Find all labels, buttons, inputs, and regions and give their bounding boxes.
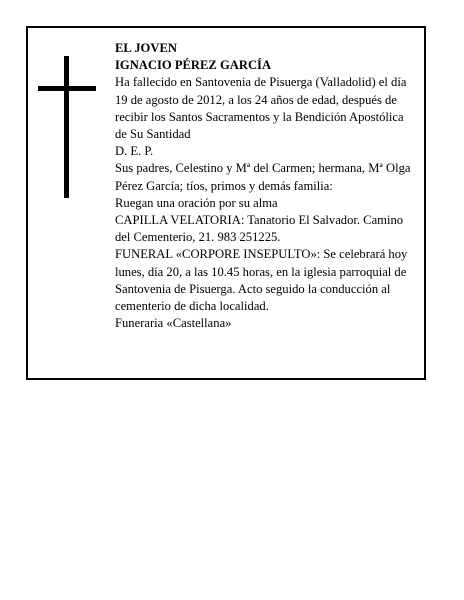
deceased-name: IGNACIO PÉREZ GARCÍA — [115, 58, 272, 73]
death-statement: Ha fallecido en Santovenia de Pisuerga (Valladolid) el día 19 de agosto de 2012, a los 24 años de edad, después de recibir los Santos Sacramentos y la Bendición Apostólica de Su Santidad — [115, 75, 407, 142]
chapel-info: CAPILLA VELATORIA: Tanatorio El Salvador. Camino del Cementerio, 21. 983 251225. — [115, 213, 404, 245]
cross-vertical-bar — [64, 56, 69, 198]
family-line: Sus padres, Celestino y Mª del Carmen; hermana, Mª Olga Pérez García; tíos, primos y demás familia: — [115, 161, 411, 193]
obituary-heading: EL JOVEN — [115, 41, 177, 55]
dep-line: D. E. P. — [115, 144, 154, 159]
latin-cross-icon — [38, 56, 98, 198]
obituary-notice — [26, 26, 426, 380]
obituary-text — [115, 40, 417, 332]
funeral-info: FUNERAL «CORPORE INSEPULTO»: Se celebrará hoy lunes, día 20, a las 10.45 horas, en la iglesia parroquial de Santovenia de Pisuerga. Acto seguido la conducción al cementerio de dicha localidad. — [115, 247, 408, 314]
funeral-home: Funeraria «Castellana» — [115, 316, 232, 331]
cross-horizontal-bar — [38, 86, 96, 91]
prayer-line: Ruegan una oración por su alma — [115, 195, 278, 210]
